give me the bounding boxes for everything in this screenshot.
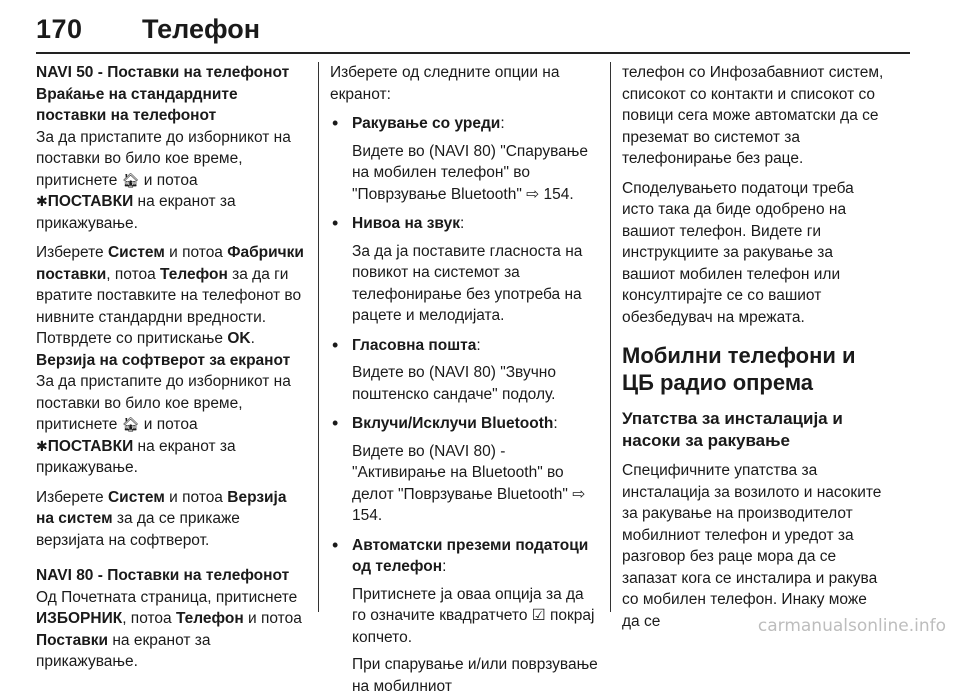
column-divider (318, 62, 319, 612)
list-item-text: Видете во (NAVI 80) "Звучно поштенско сандаче" подолу. (352, 364, 556, 403)
section-title: NAVI 50 - Поставки на телефонот (36, 64, 290, 81)
page-number: 170 (36, 14, 83, 44)
list-item: • Вклучи/Исклучи Bluetooth: (330, 413, 600, 435)
paragraph: За да пристапите до изборникот на поставки во било кое време, притиснете 🏠︎ и потоа ✱ПОСТАВКИ на екранот за прикажување. (36, 373, 291, 476)
list-item-text: За да ја поставите гласноста на повикот на системот за телефонирање без употреба на рацете и мелодијата. (352, 242, 583, 324)
list-item-text: При спарување и/или поврзување на мобилниот (352, 656, 598, 695)
arrow-right-icon: ⇨ (572, 485, 586, 503)
section-title: NAVI 80 - Поставки на телефонот (36, 567, 290, 584)
paragraph: Изберете Систем и потоа Фабрички поставки, потоа Телефон за да ги вратите поставките на телефонот во нивните стандардни вредности. Потврдете со притискање OK. (36, 244, 304, 347)
paragraph: Од Почетната страница, притиснете ИЗБОРНИК, потоа Телефон и потоа Поставки на екранот за прикажување. (36, 588, 302, 670)
list-item: • Автоматски преземи податоци од телефон: (330, 535, 600, 578)
list-item-text: Видете во (NAVI 80) "Спарување на мобилен телефон" во "Поврзување Bluetooth" ⇨ 154. (352, 142, 588, 203)
paragraph: За да пристапите до изборникот на поставки во било кое време, притиснете 🏠︎ и потоа ✱ПОСТАВКИ на екранот за прикажување. (36, 128, 291, 232)
subsection-title: Враќање на стандардните поставки на телефонот (36, 85, 238, 124)
paragraph: Специфичните упатства за инсталација за возилото и насоките за ракување на производителот мобилниот телефон и уредот за разговор без раце мора да се запазат кога се инсталира и ракува со мобилен телефон. Инаку може да се (622, 462, 882, 630)
header-rule (36, 52, 910, 54)
home-icon: 🏠︎ (121, 416, 140, 432)
subsection-title: Верзија на софтверот за екранот (36, 351, 291, 369)
column-divider (610, 62, 611, 612)
paragraph: телефон со Инфозабавниот систем, списокот со контакти и списокот со повици сега може автоматски да се преземат во системот за телефонирање без раце. (622, 64, 884, 167)
subsection-heading: Упатства за инсталација и насоки за ракување (622, 409, 843, 450)
home-icon: 🏠︎ (121, 171, 140, 188)
gear-icon: ✱ (36, 193, 48, 209)
checkbox-icon: ☑ (531, 607, 546, 624)
paragraph: Изберете од следните опции на екранот: (330, 64, 560, 103)
watermark: carmanualsonline.info (757, 616, 946, 636)
list-item: • Гласовна пошта: (330, 335, 600, 357)
list-item: • Ракување со уреди: (330, 113, 600, 135)
section-heading: Мобилни телефони и ЦБ радио опрема (622, 343, 856, 395)
arrow-right-icon: ⇨ (526, 185, 540, 203)
list-item-text: Притиснете ја оваа опција за да го означите квадратчето ☑ покрај копчето. (352, 585, 595, 646)
page-header (36, 14, 910, 54)
paragraph: Изберете Систем и потоа Верзија на систем за да се прикаже верзијата на софтверот. (36, 488, 287, 549)
list-item-text: Видете во (NAVI 80) - "Активирање на Bluetooth" во делот "Поврзување Bluetooth" ⇨ 154. (352, 442, 586, 524)
list-item: • Нивоа на звук: (330, 213, 600, 235)
gear-icon: ✱ (36, 437, 48, 454)
chapter-title: Телефон (142, 14, 261, 44)
column-2 (330, 62, 600, 697)
column-1 (36, 62, 308, 673)
column-3 (622, 62, 884, 632)
paragraph: Споделувањето податоци треба исто така да биде одобрено на вашиот телефон. Видете ги инструкциите за ракување за вашиот мобилен телефон или консултирајте се со вашиот обезбедувач на мрежата. (622, 179, 854, 326)
